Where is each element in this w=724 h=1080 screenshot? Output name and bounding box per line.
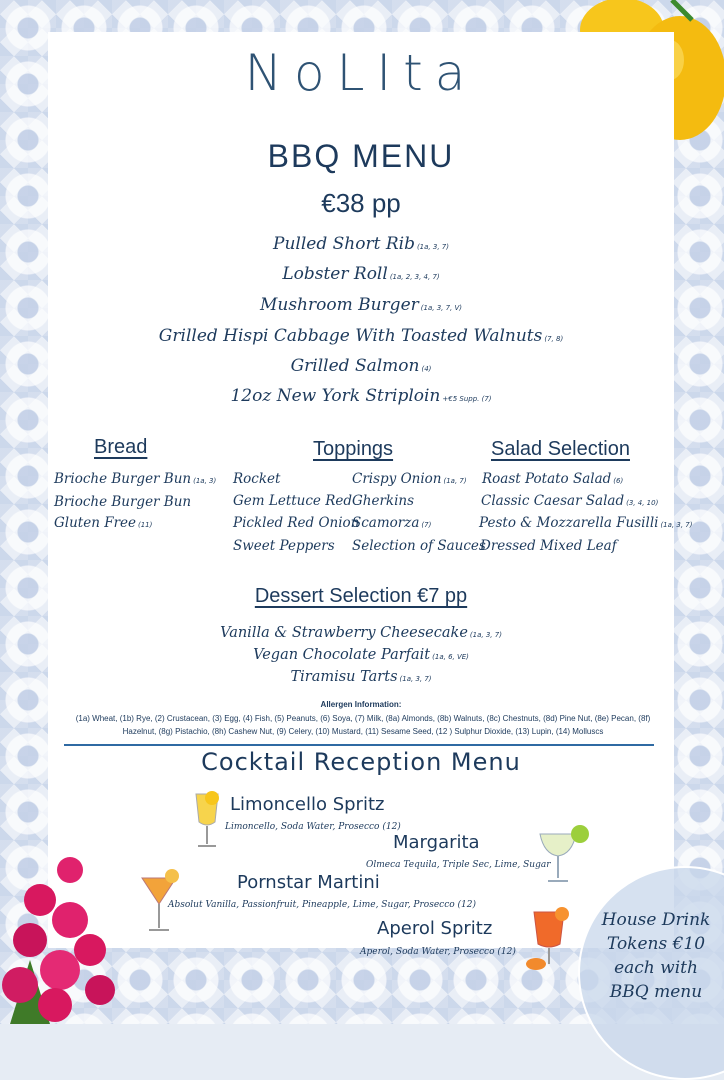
main-item: Pulled Short Rib (1a, 3, 7) (273, 234, 449, 254)
allergen-text: (1a) Wheat, (1b) Rye, (2) Crustacean, (3) Egg, (4) Fish, (5) Peanuts, (6) Soya, (7) Milk, (8a) Almonds, (8b) Walnuts, (8c) Chestnuts, (8d) Pine Nut, (8e) Pecan, (8f) Hazelnut, (8g) Pistachio, (8h) Cashew Nut, (9) Celery, (10) Mustard, (11) Sesame Seed, (12 ) Sulphur Dioxide, (13) Lupin, (14) Molluscs (75, 714, 651, 736)
salad-item: Roast Potato Salad (6) (482, 471, 624, 487)
cocktail-desc: Limoncello, Soda Water, Prosecco (12) (225, 822, 401, 832)
brand-logo: NoLIta (244, 44, 478, 102)
cocktail-desc: Aperol, Soda Water, Prosecco (12) (360, 947, 516, 957)
topping-item: Pickled Red Onion (233, 515, 360, 531)
bread-item: Brioche Burger Bun (54, 494, 192, 510)
topping-item: Gherkins (352, 493, 415, 509)
topping-item: Selection of Sauces (352, 538, 486, 554)
salad-item: Classic Caesar Salad (3, 4, 10) (481, 493, 659, 509)
aperol-glass-icon (524, 904, 576, 972)
allergen-title: Allergen Information: (320, 700, 402, 709)
menu-title: BBQ MENU (267, 138, 455, 174)
cocktail-name: Margarita (393, 832, 480, 853)
cocktail-name: Aperol Spritz (377, 918, 493, 939)
topping-item: Rocket (233, 471, 281, 487)
tokens-text: House Drink Tokens €10 each with BBQ menu (601, 910, 711, 1002)
bread-title: Bread (94, 436, 148, 458)
cocktail-title: Cocktail Reception Menu (201, 748, 521, 776)
dessert-title: Dessert Selection €7 pp (254, 585, 468, 607)
cocktail-glass-icon (188, 788, 226, 852)
main-item: Grilled Salmon (4) (290, 356, 432, 376)
main-item: Lobster Roll (1a, 2, 3, 4, 7) (282, 264, 440, 284)
dessert-item: Vegan Chocolate Parfait (1a, 6, VE) (253, 647, 469, 663)
salad-item: Pesto & Mozzarella Fusilli (1a, 3, 7) (479, 515, 693, 531)
menu-price: €38 pp (321, 188, 401, 218)
topping-item: Gem Lettuce Red (233, 493, 353, 509)
salad-title: Salad Selection (491, 438, 630, 460)
topping-item: Sweet Peppers (233, 538, 335, 554)
main-item: 12oz New York Striploin +€5 Supp. (7) (230, 386, 492, 406)
topping-item: Scamorza (7) (352, 515, 432, 531)
bread-item: Brioche Burger Bun (1a, 3) (54, 471, 217, 487)
toppings-title: Toppings (313, 438, 394, 460)
flower-icon (0, 840, 140, 1024)
cocktail-desc: Olmeca Tequila, Triple Sec, Lime, Sugar (366, 860, 551, 870)
main-item: Mushroom Burger (1a, 3, 7, V) (259, 295, 463, 315)
bread-item: Gluten Free (11) (54, 515, 153, 531)
divider (64, 744, 654, 746)
main-item: Grilled Hispi Cabbage With Toasted Walnuts (7, 8) (158, 326, 564, 346)
margarita-glass-icon (536, 824, 590, 886)
cocktail-desc: Absolut Vanilla, Passionfruit, Pineapple, Lime, Sugar, Prosecco (12) (168, 900, 476, 910)
dessert-item: Tiramisu Tarts (1a, 3, 7) (290, 669, 432, 685)
dessert-item: Vanilla & Strawberry Cheesecake (1a, 3, 7) (220, 625, 502, 641)
topping-item: Crispy Onion (1a, 7) (352, 471, 467, 487)
cocktail-name: Pornstar Martini (237, 872, 380, 893)
cocktail-name: Limoncello Spritz (230, 794, 385, 815)
salad-item: Dressed Mixed Leaf (480, 538, 617, 554)
